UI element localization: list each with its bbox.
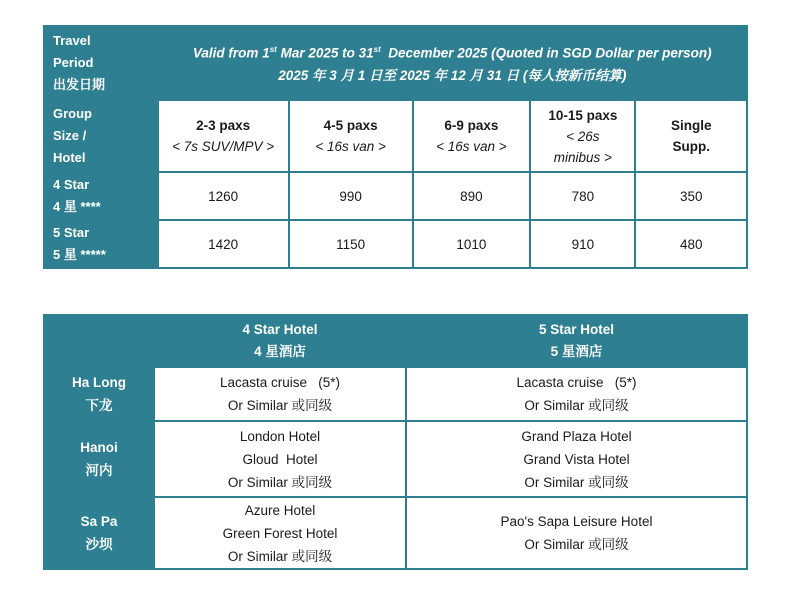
size-header bbox=[159, 101, 288, 171]
price-cell: 910 bbox=[531, 221, 634, 267]
star-cn: 5 星 ***** bbox=[53, 247, 106, 262]
hotel-header bbox=[407, 316, 746, 366]
city-label bbox=[45, 368, 153, 420]
label-line: Group bbox=[53, 106, 92, 121]
label-line: Travel bbox=[53, 33, 91, 48]
star-en: 5 Star bbox=[53, 225, 90, 240]
header-cn: 4 星酒店 bbox=[254, 344, 306, 359]
hotel-header bbox=[155, 316, 405, 366]
hotel-cell bbox=[407, 368, 746, 420]
city-label bbox=[45, 422, 153, 496]
price-cell: 1260 bbox=[159, 173, 288, 219]
pax-label: 6-9 paxs bbox=[444, 118, 499, 133]
hotel-line: Or Similar 或同级 bbox=[524, 474, 629, 490]
hotel-line: Lacasta cruise (5*) bbox=[219, 375, 341, 390]
label-line: 出发日期 bbox=[53, 77, 106, 92]
city-en: Hanoi bbox=[80, 440, 118, 455]
pax-label: 4-5 paxs bbox=[323, 118, 378, 133]
price-cell: 1010 bbox=[414, 221, 530, 267]
city-cn: 沙坝 bbox=[85, 537, 113, 552]
size-header bbox=[531, 101, 634, 171]
city-en: Ha Long bbox=[72, 375, 126, 390]
size-header bbox=[414, 101, 530, 171]
vehicle-label: < 16s van > bbox=[436, 139, 507, 154]
group-size-label bbox=[45, 101, 157, 171]
hotel-line: Or Similar 或同级 bbox=[524, 537, 629, 552]
hotel-cell bbox=[155, 422, 405, 496]
price-cell: 1420 bbox=[159, 221, 288, 267]
hotel-line: Azure Hotel bbox=[244, 502, 316, 518]
size-header bbox=[290, 101, 412, 171]
city-cn: 下龙 bbox=[85, 398, 113, 413]
travel-period-value bbox=[159, 27, 746, 99]
period-cn: 2025 年 3 月 1 日至 2025 年 12 月 31 日 (每人按新币结算) bbox=[278, 67, 627, 83]
header-en: 4 Star Hotel bbox=[242, 322, 318, 337]
header-en: 5 Star Hotel bbox=[538, 322, 615, 337]
hotel-line: Pao's Sapa Leisure Hotel bbox=[500, 514, 653, 529]
hotel-cell bbox=[407, 422, 746, 496]
hotel-line: Grand Plaza Hotel bbox=[521, 428, 632, 444]
pax-label: Single Supp. bbox=[670, 118, 712, 154]
pax-label: 2-3 paxs bbox=[196, 118, 251, 133]
rate-table bbox=[43, 25, 748, 269]
pax-label: 10-15 paxs bbox=[548, 107, 618, 123]
price-cell: 350 bbox=[636, 173, 746, 219]
hotel-line: Or Similar 或同级 bbox=[227, 398, 333, 413]
hotel-line: Green Forest Hotel bbox=[222, 525, 338, 541]
size-header bbox=[636, 101, 746, 171]
travel-period-label bbox=[45, 27, 157, 99]
period-en: Valid from 1st Mar 2025 to 31st December 2025 (Quoted in SGD Dollar per person) bbox=[192, 45, 712, 61]
hotel-cell bbox=[407, 498, 746, 568]
hotel-line: Or Similar 或同级 bbox=[524, 398, 629, 413]
hotel-cell bbox=[155, 498, 405, 568]
hotel-line: Gloud Hotel bbox=[242, 451, 318, 467]
corner-cell bbox=[45, 316, 153, 366]
label-line: Size / bbox=[53, 128, 87, 143]
vehicle-label: < 7s SUV/MPV > bbox=[172, 139, 275, 154]
star-label bbox=[45, 221, 157, 267]
hotel-table bbox=[43, 314, 748, 570]
price-cell: 480 bbox=[636, 221, 746, 267]
hotel-line: Or Similar 或同级 bbox=[227, 548, 333, 564]
label-line: Hotel bbox=[53, 150, 86, 165]
price-cell: 990 bbox=[290, 173, 412, 219]
city-cn: 河内 bbox=[85, 463, 113, 478]
hotel-line: Or Similar 或同级 bbox=[227, 474, 333, 490]
vehicle-label: < 26s minibus > bbox=[553, 128, 612, 165]
hotel-line: Lacasta cruise (5*) bbox=[516, 375, 637, 390]
star-cn: 4 星 **** bbox=[53, 199, 101, 214]
price-cell: 1150 bbox=[290, 221, 412, 267]
hotel-line: London Hotel bbox=[239, 428, 321, 444]
price-cell: 780 bbox=[531, 173, 634, 219]
city-en: Sa Pa bbox=[80, 514, 118, 529]
city-label bbox=[45, 498, 153, 568]
header-cn: 5 星酒店 bbox=[550, 344, 603, 359]
star-en: 4 Star bbox=[53, 177, 90, 192]
price-cell: 890 bbox=[414, 173, 530, 219]
vehicle-label: < 16s van > bbox=[315, 139, 386, 154]
star-label bbox=[45, 173, 157, 219]
hotel-line: Grand Vista Hotel bbox=[523, 451, 630, 467]
hotel-cell bbox=[155, 368, 405, 420]
label-line: Period bbox=[53, 55, 94, 70]
